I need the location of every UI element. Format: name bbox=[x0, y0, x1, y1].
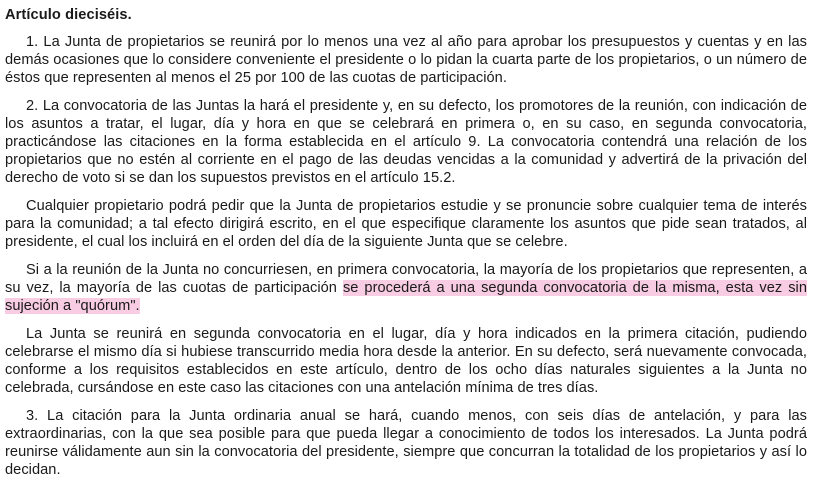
paragraph-3: Cualquier propietario podrá pedir que la Junta de propietarios estudie y se pronuncie sobre cualquier tema de interés para la comunidad; a tal efecto dirigirá escrito, en el que especifique claramente los asuntos que pide sean tratados, al presidente, el cual los incluirá en el orden del día de la siguiente Junta que se celebre. bbox=[5, 198, 807, 250]
article-title: Artículo dieciséis. bbox=[5, 7, 132, 23]
paragraph-2: 2. La convocatoria de las Juntas la hará el presidente y, en su defecto, los promotores de la reunión, con indicación de los asuntos a tratar, el lugar, día y hora en que se celebrará en primera o, en su caso, en segunda convocatoria, practicándose las citaciones en la forma establecida en el artículo 9. La convocatoria contendrá una relación de los propietarios que no estén al corriente en el pago de las deudas vencidas a la comunidad y advertirá de la privación del derecho de voto si se dan los supuestos previstos en el artículo 15.2. bbox=[5, 98, 807, 186]
paragraph-4 bbox=[5, 261, 807, 315]
paragraph-1: 1. La Junta de propietarios se reunirá por lo menos una vez al año para aprobar los presupuestos y cuentas y en las demás ocasiones que lo considere conveniente el presidente o lo pidan la cuarta parte de los propietarios, o un número de éstos que representen al menos el 25 por 100 de las cuotas de participación. bbox=[5, 34, 807, 86]
document-body bbox=[5, 0, 807, 479]
paragraph-6: 3. La citación para la Junta ordinaria anual se hará, cuando menos, con seis días de antelación, y para las extraordinarias, con la que sea posible para que pueda llegar a conocimiento de todos los interesados. La Junta podrá reunirse válidamente aun sin la convocatoria del presidente, siempre que concurran la totalidad de los propietarios y así lo decidan. bbox=[5, 408, 807, 478]
paragraph-4-text: Si a la reunión de la Junta no concurriesen, en primera convocatoria, la mayoría de los propietarios que representen, a su vez, la mayoría de las cuotas de participación bbox=[5, 262, 807, 296]
highlighted-text[interactable]: se procederá a una segunda convocatoria de la misma, esta vez sin sujeción a "quórum". bbox=[5, 280, 808, 314]
paragraph-5: La Junta se reunirá en segunda convocatoria en el lugar, día y hora indicados en la primera citación, pudiendo celebrarse el mismo día si hubiese transcurrido media hora desde la anterior. En su defecto, será nuevamente convocada, conforme a los requisitos establecidos en este artículo, dentro de los ocho días naturales siguientes a la Junta no celebrada, cursándose en este caso las citaciones con una antelación mínima de tres días. bbox=[5, 326, 807, 396]
